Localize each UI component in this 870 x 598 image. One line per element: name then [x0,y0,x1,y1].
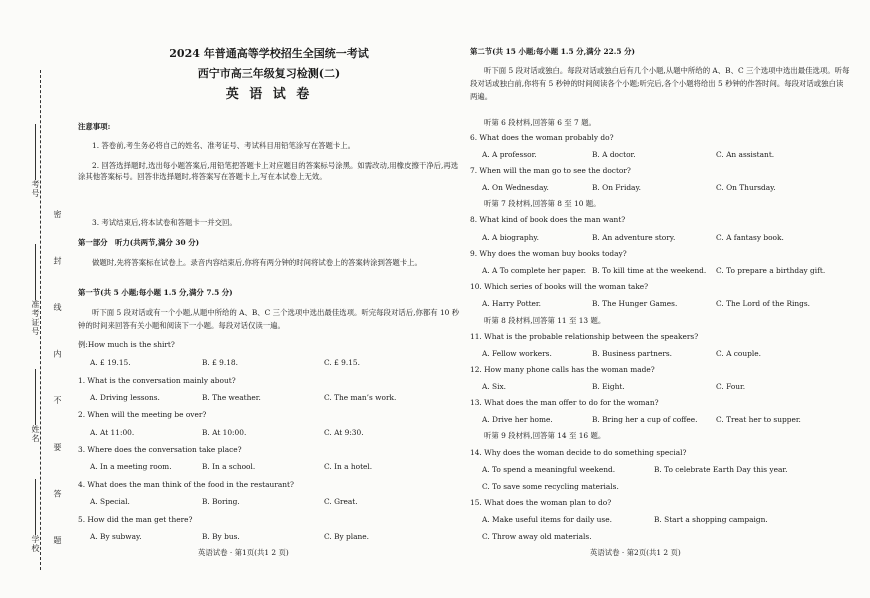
q12-option-b: B. Eight. [592,382,625,391]
part1-desc: 做题时,先将答案标在试卷上。录音内容结束后,你将有两分钟的时间将试卷上的答案转涂到答题卡上。 [92,258,422,267]
school-field [30,475,41,553]
q9-option-c: C. To prepare a birthday gift. [716,266,826,275]
notice-item-1: 1. 答卷前,考生务必将自己的姓名、准考证号、考试科目用铅笔涂写在答题卡上。 [92,141,356,150]
question-6: 6. What does the woman probably do? [470,133,614,142]
binding-margin [0,0,62,598]
example-option-c: C. £ 9.15. [324,358,360,367]
q14-option-a: A. To spend a meaningful weekend. [482,465,616,474]
q10-option-a: A. Harry Potter. [482,299,541,308]
q8-option-c: C. A fantasy book. [716,233,784,242]
question-3: 3. Where does the conversation take place? [78,445,242,454]
q10-option-b: B. The Hunger Games. [592,299,678,308]
q4-option-b: B. Boring. [202,497,240,506]
ticket-no-label: 准考证号 [31,300,40,336]
section1-heading: 第一节(共 5 小题;每小题 1.5 分,满分 7.5 分) [78,288,233,297]
notice-heading: 注意事项: [78,122,111,131]
q11-option-b: B. Business partners. [592,349,672,358]
q7-option-b: B. On Friday. [592,183,642,192]
ticket-no-field [30,240,41,336]
q8-option-b: B. An adventure story. [592,233,676,242]
question-14: 14. Why does the woman decide to do something special? [470,448,687,457]
q12-option-c: C. Four. [716,382,746,391]
exam-no-label: 考号 [31,180,40,198]
material-6: 听第 6 段材料,回答第 6 至 7 题。 [484,118,596,127]
q15-option-b: B. Start a shopping campaign. [654,515,768,524]
question-1: 1. What is the conversation mainly about? [78,376,236,385]
q1-option-c: C. The man’s work. [324,393,397,402]
part1-heading: 第一部分 听力(共两节,满分 30 分) [78,238,200,247]
q5-option-c: C. By plane. [324,532,370,541]
q4-option-a: A. Special. [90,497,130,506]
q4-option-c: C. Great. [324,497,358,506]
notice-item-3: 3. 考试结束后,将本试卷和答题卡一并交回。 [92,218,237,227]
name-field [30,365,41,443]
q6-option-b: B. A doctor. [592,150,636,159]
exam-subtitle: 西宁市高三年级复习检测(二) [197,67,341,80]
q14-option-c: C. To save some recycling materials. [482,482,619,491]
name-label: 姓名 [31,425,40,443]
section2-heading: 第二节(共 15 小题;每小题 1.5 分,满分 22.5 分) [470,47,635,56]
q5-option-a: A. By subway. [90,532,142,541]
question-7: 7. When will the man go to see the doctor? [470,166,631,175]
q11-option-a: A. Fellow workers. [482,349,552,358]
seal-text: 密 封 线 内 不 要 答 题 [53,210,62,562]
q1-option-a: A. Driving lessons. [90,393,160,402]
q2-option-b: B. At 10:00. [202,428,247,437]
question-12: 12. How many phone calls has the woman made? [470,365,655,374]
q1-option-b: B. The weather. [202,393,261,402]
page-footer-2: 英语试卷 · 第2页(共1 2 页) [590,548,681,557]
question-8: 8. What kind of book does the man want? [470,215,626,224]
section1-desc: 听下面 5 段对话或有一个小题,从题中所给的 A、B、C 三个选项中选出最佳选项。听完每段对话后,你都有 10 秒钟的时间来回答有关小题和阅读下一小题。每段对话仅读一遍。 [78,308,460,330]
q14-option-b: B. To celebrate Earth Day this year. [654,465,788,474]
example-question: 例:How much is the shirt? [78,340,175,349]
school-label: 学校 [31,535,40,553]
q3-option-b: B. In a school. [202,462,256,471]
exam-no-field [30,120,41,198]
question-5: 5. How did the man get there? [78,515,193,524]
q2-option-a: A. At 11:00. [90,428,135,437]
q5-option-b: B. By bus. [202,532,240,541]
question-11: 11. What is the probable relationship between the speakers? [470,332,699,341]
exam-title: 2024 年普通高等学校招生全国统一考试 [169,47,369,60]
q15-option-c: C. Throw away old materials. [482,532,592,541]
q15-option-a: A. Make useful items for daily use. [482,515,612,524]
material-9: 听第 9 段材料,回答第 14 至 16 题。 [484,431,606,440]
question-9: 9. Why does the woman buy books today? [470,249,627,258]
q10-option-c: C. The Lord of the Rings. [716,299,811,308]
q3-option-a: A. In a meeting room. [90,462,172,471]
material-7: 听第 7 段材料,回答第 8 至 10 题。 [484,199,601,208]
q9-option-b: B. To kill time at the weekend. [592,266,707,275]
page-footer-1: 英语试卷 · 第1页(共1 2 页) [198,548,289,557]
q13-option-c: C. Treat her to supper. [716,415,801,424]
question-15: 15. What does the woman plan to do? [470,498,612,507]
section2-desc: 听下面 5 段对话或独白。每段对话或独白后有几个小题,从题中所给的 A、B、C 三个选项中选出最佳选项。听每段对话或独白前,你将有 5 秒钟的时间阅读各个小题;听完后,各个小题将给出 5 秒钟的作答时间。每段对话或独白读两遍。 [470,66,850,101]
q6-option-c: C. An assistant. [716,150,775,159]
q9-option-a: A. A To complete her paper. [482,266,586,275]
question-4: 4. What does the man think of the food in the restaurant? [78,480,294,489]
q13-option-a: A. Drive her home. [482,415,553,424]
example-option-b: B. £ 9.18. [202,358,238,367]
notice-item-2: 2. 回答选择题时,选出每小题答案后,用铅笔把答题卡上对应题目的答案标号涂黑。如需改动,用橡皮擦干净后,再选涂其他答案标号。回答非选择题时,将答案写在答题卡上,写在本试卷上无效。 [78,161,459,181]
subject-title: 英 语 试 卷 [225,87,313,102]
material-8: 听第 8 段材料,回答第 11 至 13 题。 [484,316,606,325]
question-2: 2. When will the meeting be over? [78,410,207,419]
q11-option-c: C. A couple. [716,349,761,358]
question-13: 13. What does the man offer to do for the woman? [470,398,659,407]
q7-option-c: C. On Thursday. [716,183,776,192]
example-option-a: A. £ 19.15. [90,358,131,367]
q7-option-a: A. On Wednesday. [482,183,549,192]
q8-option-a: A. A biography. [482,233,539,242]
q3-option-c: C. In a hotel. [324,462,373,471]
q12-option-a: A. Six. [482,382,506,391]
q2-option-c: C. At 9:30. [324,428,364,437]
q13-option-b: B. Bring her a cup of coffee. [592,415,698,424]
q6-option-a: A. A professor. [482,150,537,159]
question-10: 10. Which series of books will the woman take? [470,282,649,291]
